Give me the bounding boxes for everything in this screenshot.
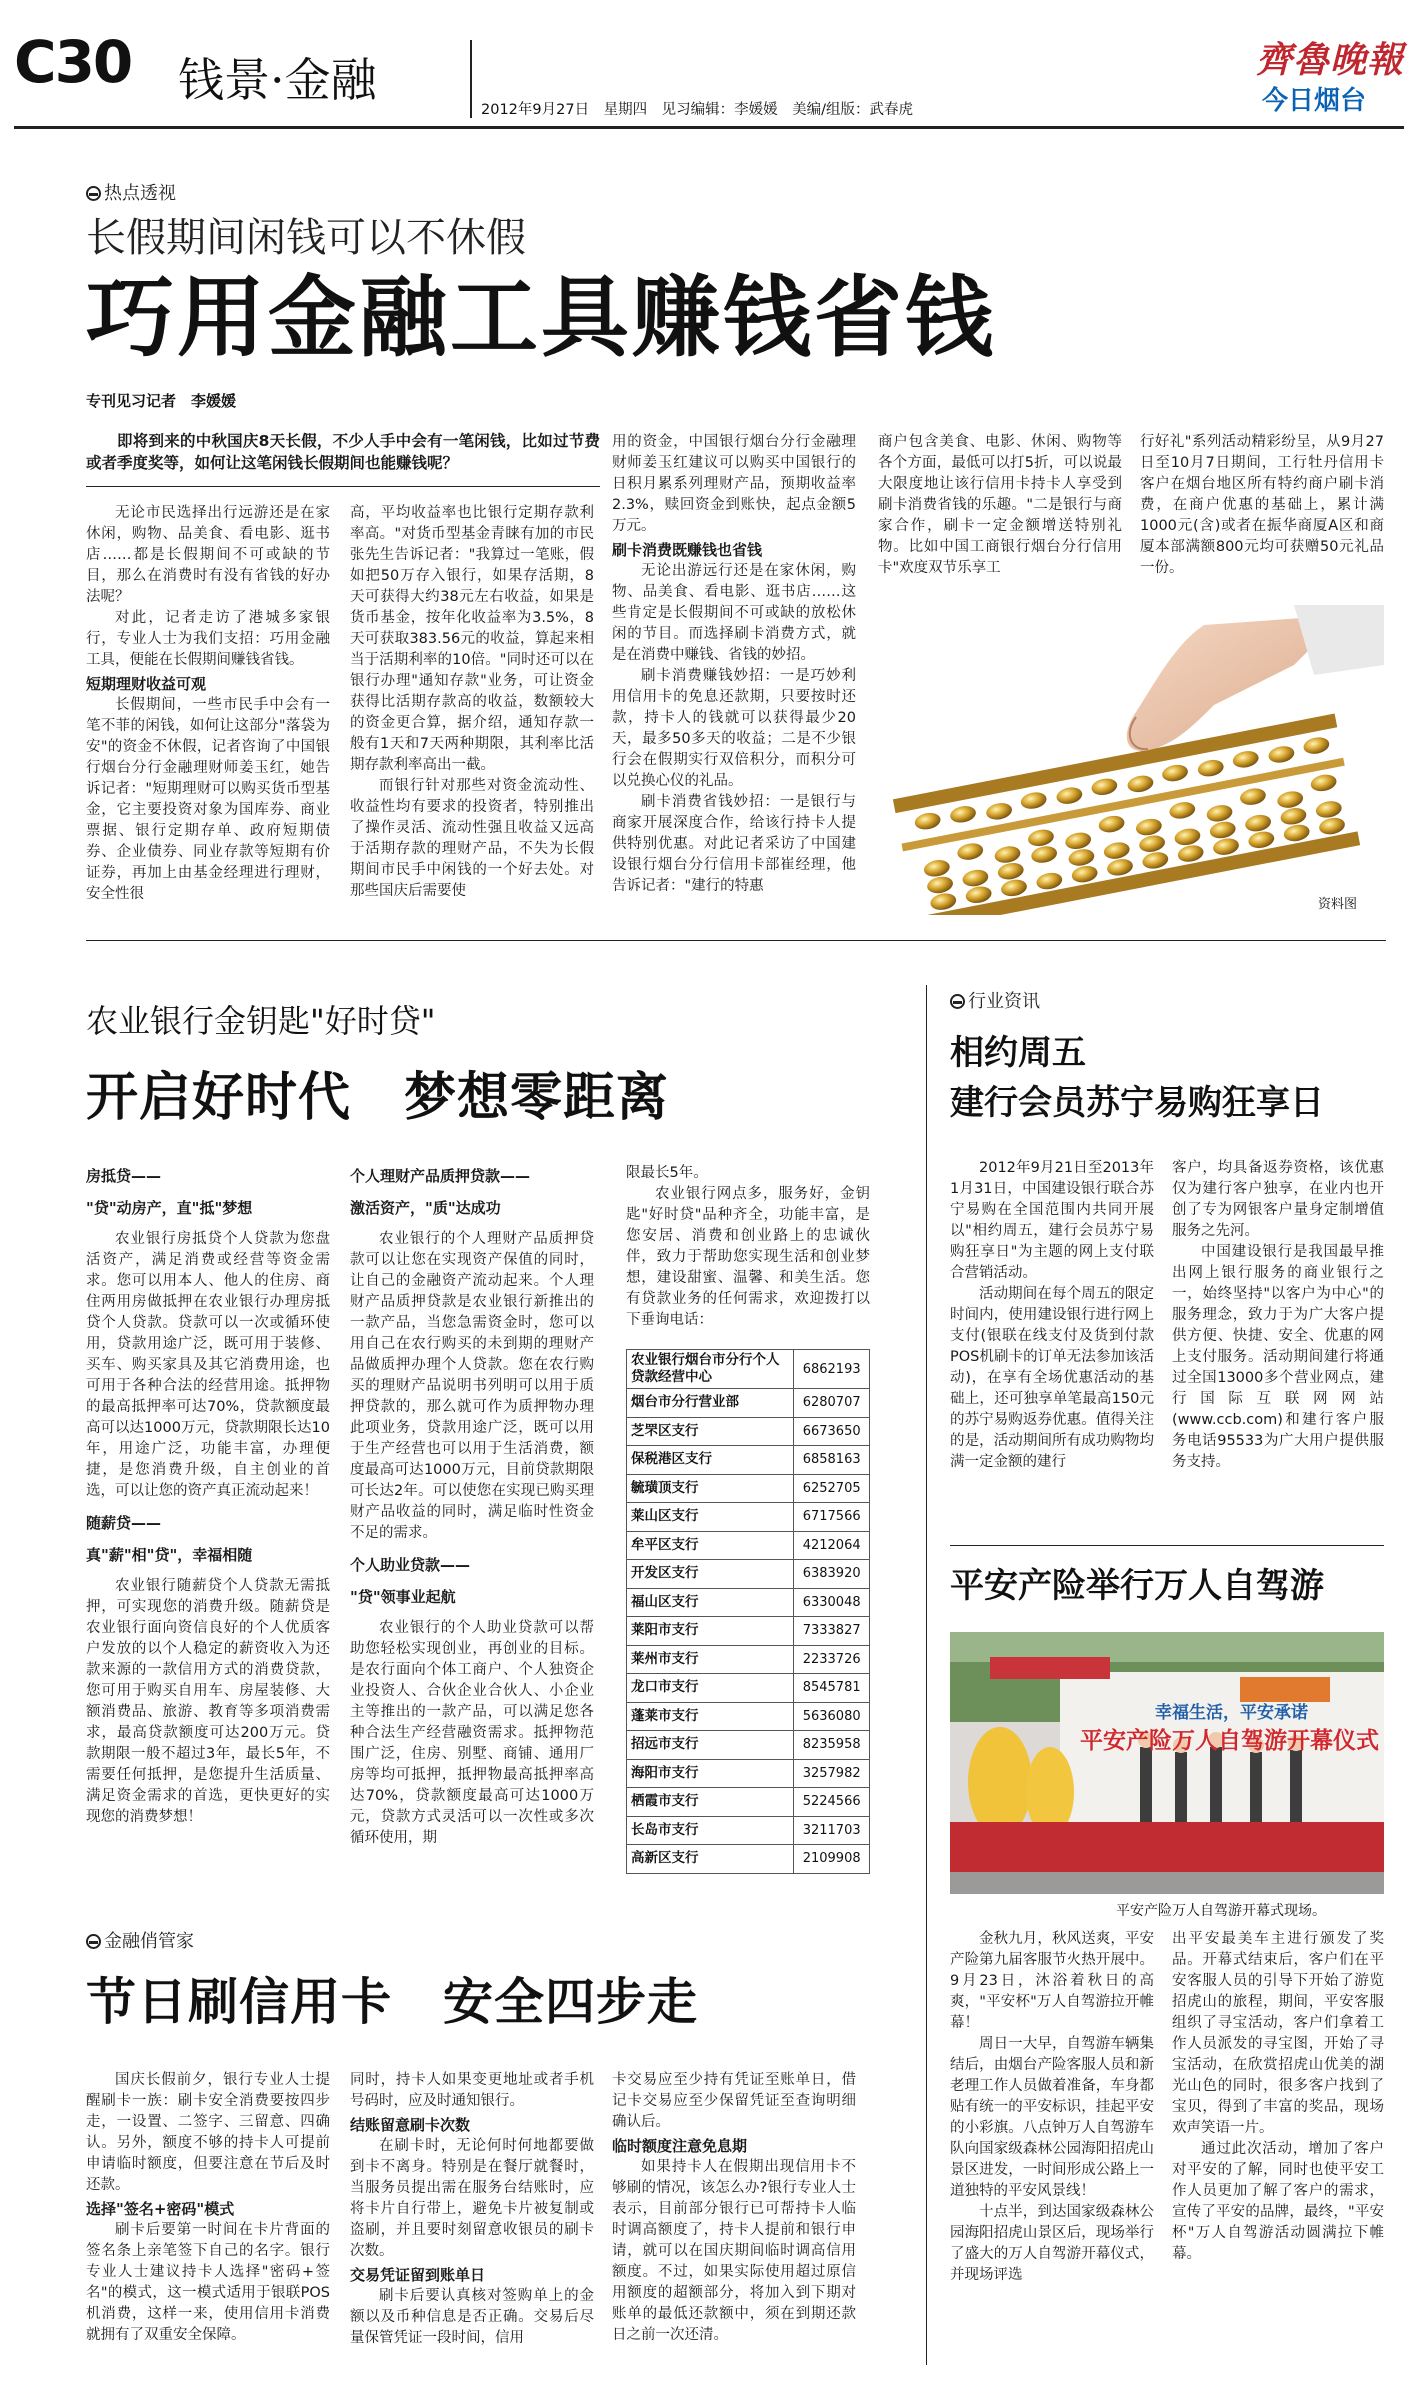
branch-name: 毓璜顶支行	[627, 1474, 794, 1503]
branch-row	[627, 1531, 870, 1560]
article1-byline: 专刊见习记者 李媛媛	[86, 392, 237, 410]
article5-col2	[350, 2070, 594, 2349]
subhead: 选择"签名+密码"模式	[86, 2200, 235, 2218]
subhead: 短期理财收益可观	[86, 675, 207, 693]
para: 活动期间在每个周五的限定时间内，使用建设银行进行网上支付(银联在线支付及货到付款POS机刷卡的订单无法参加该活动)，在享有全场优惠活动的基础上，还可独享单笔最高150元的苏宁易购返券优惠。值得关注的是，活动期间所有成功购物均满一定金额的建行	[950, 1286, 1154, 1470]
branch-phone: 2109908	[794, 1845, 870, 1874]
article3-col2	[1172, 1158, 1384, 1473]
branch-name: 莱阳市支行	[627, 1617, 794, 1646]
product-name: 随薪贷——	[86, 1514, 162, 1532]
product-slogan: "贷"领事业起航	[350, 1588, 456, 1606]
branch-row	[627, 1702, 870, 1731]
para: 农业银行网点多，服务好，金钥匙"好时贷"品种齐全，功能丰富，是您安居、消费和创业路上的忠诚伙伴，致力于帮助您实现生活和创业梦想，建设甜蜜、温馨、和美生活。您有贷款业务的任何需求，欢迎拨打以下垂询电话：	[626, 1186, 870, 1328]
branch-phone: 6858163	[794, 1446, 870, 1475]
article3-col1	[950, 1158, 1154, 1473]
branch-phone: 2233726	[794, 1645, 870, 1674]
branch-name: 高新区支行	[627, 1845, 794, 1874]
banner-text-1: 幸福生活，平安承诺	[1155, 1703, 1308, 1723]
issue-meta: 2012年9月27日 星期四 见习编辑：李媛媛 美编/组版：武春虎	[481, 102, 913, 118]
article1-col2	[350, 503, 594, 902]
branch-name: 龙口市支行	[627, 1674, 794, 1703]
branch-row	[627, 1674, 870, 1703]
para: 农业银行的个人助业贷款可以帮助您轻松实现创业，再创业的目标。是农行面向个体工商户、个人独资企业投资人、合伙企业合伙人、小企业主等推出的一款产品，可以满足您各种合法生产经营融资需求。抵押物范围广泛，住房、别墅、商铺、通用厂房等均可抵押，抵押物最高抵押率高达70%，贷款额度最高可达1000万元，贷款方式灵活可以一次性或多次循环使用，期	[350, 1620, 594, 1846]
para: 刷卡后要第一时间在卡片背面的签名条上亲笔签下自己的名字。银行专业人士建议持卡人选择"密码+签名"的模式，这一模式适用于银联POS机消费，这样一来，使用信用卡消费就拥有了双重安全保障。	[86, 2222, 330, 2343]
branch-phone: 8545781	[794, 1674, 870, 1703]
subhead: 交易凭证留到账单日	[350, 2266, 486, 2284]
edition-label: 今日烟台	[1262, 86, 1367, 116]
article4-col2	[1172, 1929, 1384, 2265]
branch-row	[627, 1474, 870, 1503]
para: 农业银行房抵贷个人贷款为您盘活资产，满足消费或经营等资金需求。您可以用本人、他人的住房、商住两用房做抵押在农业银行办理房抵贷个人贷款。贷款可以一次或循环使用，贷款用途广泛，既可用于装修、买车、购买家具及其它消费用途，也可用于各种合法的经营用途。抵押物的最高抵押率可达70%，贷款额度最高可以达1000万元，贷款期限长达10年，用途广泛，功能丰富，办理便捷，是您消费升级，自主创业的首选，可以让您的资产真正流动起来！	[86, 1231, 330, 1499]
branch-row	[627, 1731, 870, 1760]
para: 无论市民选择出行远游还是在家休闲，购物、品美食、看电影、逛书店……都是长假期间不可或缺的节目，那么在消费时有没有省钱的好办法呢？	[86, 505, 330, 605]
branch-row	[627, 1816, 870, 1845]
branch-phone: 5224566	[794, 1788, 870, 1817]
branch-name: 海阳市支行	[627, 1759, 794, 1788]
product-name: 个人助业贷款——	[350, 1556, 471, 1574]
para: 对此，记者走访了港城多家银行，专业人士为我们支招：巧用金融工具，便能在长假期间赚钱省钱。	[86, 610, 330, 668]
event-photo	[950, 1632, 1384, 1894]
article5-headline: 节日刷信用卡 安全四步走	[86, 1973, 698, 2031]
subhead: 结账留意刷卡次数	[350, 2116, 471, 2134]
branch-phone: 6717566	[794, 1503, 870, 1532]
branch-name: 蓬莱市支行	[627, 1702, 794, 1731]
section-rule-2	[950, 1545, 1384, 1546]
para: 农业银行的个人理财产品质押贷款可以让您在实现资产保值的同时，让自己的金融资产流动起来。个人理财产品质押贷款是农业银行新推出的一款产品，当您急需资金时，您可以用自己在农行购买的未到期的理财产品做质押办理个人贷款。您在农行购买的理财产品说明书列明可以用于质押贷款的，那么就可作为质押物办理此项业务，贷款用途广泛，既可以用于生产经营也可以用于生活消费，额度最高可达1000万元，目前贷款期限可长达2年。可以使您在实现已购买理财产品收益的同时，满足临时性资金不足的需求。	[350, 1231, 594, 1541]
branch-name: 福山区支行	[627, 1588, 794, 1617]
branch-name: 农业银行烟台市分行个人贷款经营中心	[627, 1350, 794, 1389]
branch-row	[627, 1503, 870, 1532]
branch-row	[627, 1788, 870, 1817]
product-slogan: 激活资产，"质"达成功	[350, 1199, 501, 1217]
branch-row	[627, 1617, 870, 1646]
section-title: 钱景·金融	[178, 53, 377, 107]
branch-name: 烟台市分行营业部	[627, 1389, 794, 1418]
para: 国庆长假前夕，银行专业人士提醒刷卡一族：刷卡安全消费要按四步走，一设置、二签字、三留意、四确认。另外，额度不够的持卡人可提前申请临时额度，但要注意在节后及时还款。	[86, 2072, 330, 2193]
column-divider	[926, 985, 927, 2365]
product-name: 房抵贷——	[86, 1167, 162, 1185]
para: 客户，均具备返券资格，该优惠仅为建行客户独享，在业内也开创了专为网银客户量身定制增值服务之先河。	[1172, 1160, 1384, 1239]
article4-headline: 平安产险举行万人自驾游	[950, 1566, 1324, 1606]
branch-name: 芝罘区支行	[627, 1417, 794, 1446]
para: 周日一大早，自驾游车辆集结后，由烟台产险客服人员和新老理工作人员做着准备，车身都贴有统一的平安标识，挂起平安的小彩旗。八点钟万人自驾游车队向国家级森林公园海阳招虎山景区进发，一时间形成公路上一道独特的平安风景线！	[950, 2036, 1154, 2199]
branch-phone: 6383920	[794, 1560, 870, 1589]
tag-label: 热点透视	[104, 183, 176, 204]
para: 限最长5年。	[626, 1165, 708, 1181]
para: 刷卡消费省钱妙招：一是银行与商家开展深度合作，给该行持卡人提供特别优惠。对此记者采访了中国建设银行烟台分行信用卡部崔经理，他告诉记者："建行的特惠	[612, 794, 856, 894]
product-slogan: "贷"动房产，直"抵"梦想	[86, 1199, 253, 1217]
section-tag-butler	[86, 1927, 194, 1953]
para: 长假期间，一些市民手中会有一笔不菲的闲钱，如何让这部分"落袋为安"的资金不休假，记者咨询了中国银行烟台分行金融理财师姜玉红，她告诉记者："短期理财可以购买货币型基金，它主要投资对象为国库券、商业票据、银行定期存单、政府短期债券、企业债券、同业存款等短期有价证券，再加上由基金经理进行理财，安全性很	[86, 697, 330, 902]
para: 无论出游远行还是在家休闲，购物、品美食、看电影、逛书店……这些肯定是长假期间不可或缺的放松休闲的节目。而选择刷卡消费方式，就是在消费中赚钱、省钱的妙招。	[612, 563, 856, 663]
branch-phone: 5636080	[794, 1702, 870, 1731]
para: 高，平均收益率也比银行定期存款利率高。"对货币型基金青睐有加的市民张先生告诉记者："我算过一笔账，假如把50万存入银行，如果存活期，8天可获得大约38元左右收益，如果是货币基金，按年化收益率为3.5%，8天可获取383.56元的收益，算起来相当于活期利率的10倍。"同时还可以在银行办理"通知存款"业务，可让资金获得比活期存款高的收益，数额较大的资金更合算，据介绍，通知存款一般有1天和7天两种期限，其利率比活期存款利率高出一截。	[350, 505, 594, 773]
article1-kicker: 长假期间闲钱可以不休假	[86, 215, 526, 261]
branch-row	[627, 1645, 870, 1674]
branch-phone: 6330048	[794, 1588, 870, 1617]
tag-icon	[950, 994, 965, 1009]
article5-col3	[612, 2070, 856, 2346]
branch-name: 长岛市支行	[627, 1816, 794, 1845]
photo-credit: 资料图	[1318, 897, 1358, 912]
page-number: C30	[14, 28, 132, 96]
branch-phone: 6280707	[794, 1389, 870, 1418]
para: 用的资金，中国银行烟台分行金融理财师姜玉红建议可以购买中国银行的日积月累系列理财产品，预期收益率2.3%，赎回资金到账快，起点金额5万元。	[612, 434, 856, 534]
article1-lead: 即将到来的中秋国庆8天长假，不少人手中会有一笔闲钱，比如过节费或者季度奖等，如何让这笔闲钱长假期间也能赚钱呢？	[86, 432, 600, 472]
tag-label: 金融俏管家	[104, 1931, 194, 1952]
lead-rule	[86, 486, 600, 487]
article1-col3	[612, 432, 856, 897]
article5-col1	[86, 2070, 330, 2346]
branch-phone: 3257982	[794, 1759, 870, 1788]
branch-row	[627, 1845, 870, 1874]
product-slogan: 真"薪"相"贷"，幸福相随	[86, 1546, 253, 1564]
subhead: 临时额度注意免息期	[612, 2137, 748, 2155]
event-photo-caption: 平安产险万人自驾游开幕式现场。	[1116, 1903, 1326, 1919]
para: 中国建设银行是我国最早推出网上银行服务的商业银行之一，始终坚持"以客户为中心"的服务理念，致力于为广大客户提供方便、快捷、安全、优惠的网上支付服务。活动期间建行将通过全国13000多个营业网点，建行国际互联网网站(www.ccb.com)和建行客户服务电话95533为广大用户提供服务支持。	[1172, 1244, 1384, 1470]
banner-text-2: 平安产险万人自驾游开幕仪式	[1080, 1728, 1379, 1754]
branch-name: 栖霞市支行	[627, 1788, 794, 1817]
subhead: 刷卡消费既赚钱也省钱	[612, 541, 763, 559]
abacus-photo	[874, 605, 1384, 915]
para: 卡交易应至少持有凭证至账单日，借记卡交易应至少保留凭证至查询明细确认后。	[612, 2072, 856, 2130]
tag-icon	[86, 186, 101, 201]
product-name: 个人理财产品质押贷款——	[350, 1167, 531, 1185]
branch-name: 牟平区支行	[627, 1531, 794, 1560]
branch-row	[627, 1446, 870, 1475]
branch-phone: 8235958	[794, 1731, 870, 1760]
article4-col1	[950, 1929, 1154, 2286]
para: 2012年9月21日至2013年1月31日，中国建设银行联合苏宁易购在全国范围内共同开展以"相约周五，建行会员苏宁易购狂享日"为主题的网上支付联合营销活动。	[950, 1160, 1154, 1281]
article1-col5	[1140, 432, 1384, 579]
article3-headline-1: 相约周五	[950, 1033, 1086, 1073]
branch-row	[627, 1560, 870, 1589]
branch-phone: 4212064	[794, 1531, 870, 1560]
article1-col4	[878, 432, 1122, 579]
branch-name: 开发区支行	[627, 1560, 794, 1589]
paper-logo: 齊魯晚報	[1256, 39, 1405, 81]
para: 而银行针对那些对资金流动性、收益性均有要求的投资者，特别推出了操作灵活、流动性强且收益又远高于活期存款的理财产品，不失为长假期间市民手中闲钱的一个好去处。对那些国庆后需要使	[350, 778, 594, 899]
branch-phone-table	[626, 1349, 870, 1874]
article3-headline-2: 建行会员苏宁易购狂享日	[950, 1083, 1324, 1123]
article1-col1	[86, 503, 330, 905]
para: 刷卡后要认真核对签购单上的金额以及币种信息是否正确。交易后尽量保管凭证一段时间，信用	[350, 2288, 594, 2346]
para: 商户包含美食、电影、休闲、购物等各个方面，最低可以打5折，可以说最大限度地让该行信用卡持卡人享受到刷卡消费省钱的乐趣。"二是银行与商家合作，刷卡一定金额增送特别礼物。比如中国工商银行烟台分行信用卡"欢度双节乐享工	[878, 434, 1122, 576]
tag-label: 行业资讯	[968, 991, 1040, 1012]
article2-col2	[350, 1163, 594, 1849]
article2-kicker: 农业银行金钥匙"好时贷"	[86, 1002, 436, 1040]
article2-col3	[626, 1163, 870, 1331]
para: 如果持卡人在假期出现信用卡不够刷的情况，该怎么办?银行专业人士表示，目前部分银行已可帮持卡人临时调高额度了，持卡人提前和银行申请，就可以在国庆期间临时调高信用额度。不过，如果实际使用超过原信用额度的超额部分，将加入到下期对账单的最低还款额中，须在到期还款日之前一次还清。	[612, 2159, 856, 2343]
header-divider	[470, 40, 472, 118]
tag-icon	[86, 1934, 101, 1949]
article2-col1	[86, 1163, 330, 1828]
section-tag-industry	[950, 987, 1040, 1013]
para: 同时，持卡人如果变更地址或者手机号码时，应及时通知银行。	[350, 2072, 594, 2109]
branch-phone: 6862193	[794, 1350, 870, 1389]
article1-headline: 巧用金融工具赚钱省钱	[86, 266, 997, 369]
para: 出平安最美车主进行颁发了奖品。开幕式结束后，客户们在平安客服人员的引导下开始了游览招虎山的旅程，期间，平安客服组织了寻宝活动，客户们拿着工作人员派发的寻宝图，开始了寻宝活动，在欣赏招虎山优美的湖光山色的同时，很多客户找到了宝贝，得到了丰富的奖品，现场欢声笑语一片。	[1172, 1931, 1384, 2136]
article2-headline: 开启好时代 梦想零距离	[86, 1068, 670, 1128]
para: 在刷卡时，无论何时何地都要做到卡不离身。特别是在餐厅就餐时，当服务员提出需在服务台结账时，应将卡片自行带上，避免卡片被复制或盗刷，并且要时刻留意收银员的刷卡次数。	[350, 2138, 594, 2259]
header-rule	[14, 126, 1404, 129]
branch-phone: 6673650	[794, 1417, 870, 1446]
branch-row	[627, 1417, 870, 1446]
para: 农业银行随薪贷个人贷款无需抵押，可实现您的消费升级。随薪贷是农业银行面向资信良好的个人优质客户发放的以个人稳定的薪资收入为还款来源的一款信用方式的消费贷款，您可用于购买自用车、房屋装修、大额消费品、旅游、教育等多项消费需求，最高贷款额度可达200万元。贷款期限一般不超过3年，最长5年，不需要任何抵押，是您提升生活质量、满足资金需求的首选，更快更好的实现您的消费梦想！	[86, 1578, 330, 1825]
para: 刷卡消费赚钱妙招：一是巧妙利用信用卡的免息还款期，只要按时还款，持卡人的钱就可以获得最少20天，最多50多天的收益；二是不少银行会在假期实行双倍积分，而积分可以兑换心仪的礼品。	[612, 668, 856, 789]
section-rule-1	[86, 940, 1386, 941]
para: 通过此次活动，增加了客户对平安的了解，同时也使平安工作人员更加了解了客户的需求，宣传了平安的品牌，最终，"平安杯"万人自驾游活动圆满拉下帷幕。	[1172, 2141, 1384, 2262]
branch-name: 招远市支行	[627, 1731, 794, 1760]
para: 十点半，到达国家级森林公园海阳招虎山景区后，现场举行了盛大的万人自驾游开幕仪式，并现场评选	[950, 2204, 1154, 2283]
para: 行好礼"系列活动精彩纷呈，从9月27日至10月7日期间，工行牡丹信用卡客户在烟台地区所有特约商户刷卡消费，在商户优惠的基础上，累计满1000元(含)或者在振华商厦A区和商厦本部满额800元均可获赠50元礼品一份。	[1140, 434, 1384, 576]
branch-row	[627, 1389, 870, 1418]
branch-name: 莱山区支行	[627, 1503, 794, 1532]
section-tag-hot	[86, 179, 176, 205]
branch-name: 保税港区支行	[627, 1446, 794, 1475]
branch-row	[627, 1350, 870, 1389]
branch-phone: 6252705	[794, 1474, 870, 1503]
branch-phone: 3211703	[794, 1816, 870, 1845]
branch-row	[627, 1588, 870, 1617]
branch-row	[627, 1759, 870, 1788]
para: 金秋九月，秋风送爽，平安产险第九届客服节火热开展中。9月23日，沐浴着秋日的高爽，"平安杯"万人自驾游拉开帷幕！	[950, 1931, 1154, 2031]
branch-phone: 7333827	[794, 1617, 870, 1646]
branch-name: 莱州市支行	[627, 1645, 794, 1674]
